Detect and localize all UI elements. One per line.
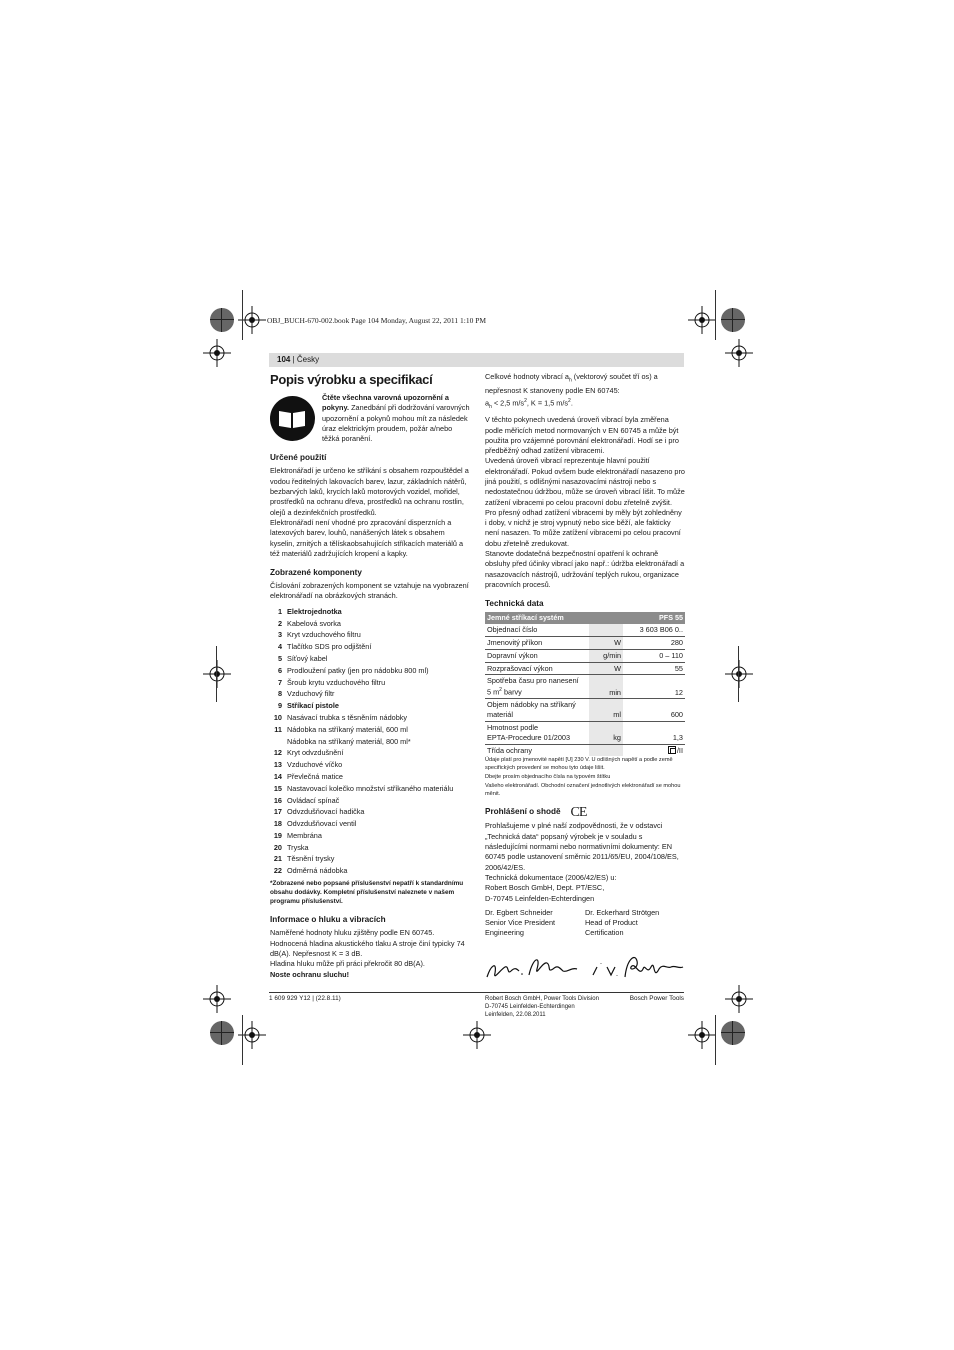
- tech-row-value: 3 603 B06 0..: [623, 624, 685, 636]
- item-number: 14: [273, 771, 282, 781]
- conformity-paragraph: Technická dokumentace (2006/42/ES) u:: [485, 872, 617, 882]
- crosshair-mark: [463, 1021, 491, 1049]
- conformity-paragraph: D-70745 Leinfelden-Echterdingen: [485, 893, 595, 903]
- table-row: [485, 649, 685, 662]
- tech-row-value: 280: [623, 637, 685, 650]
- company-address: Robert Bosch GmbH, Power Tools Division D-70745 Leinfelden-Echterdingen Leinfelden, 22.08.2011: [485, 995, 599, 1019]
- safety-warning-text: [322, 393, 470, 444]
- tech-note: Údaje platí pro jmenovité napětí [U] 230 V. U odlišných napětí a podle země specifických provedení se mohou tyto údaje lišit.: [485, 757, 673, 772]
- vibration-paragraph: Stanovte dodatečná bezpečnostní opatření k ochraně obsluhy před účinky vibrací jako např.: údržba elektronářadí a nasazovacích nástrojů, udržování teplých rukou, organizace pracovních procesů.: [485, 549, 685, 589]
- vibration-paragraph: Pro přesný odhad zatížení vibracemi by měly být zohledněny i doby, v nichž je stroj vypnutý nebo sice běží, ale fakticky není nasazen. To může zatížení vibracemi po celou pracovní dobu zřetelně zredukovat.: [485, 507, 682, 548]
- signer-1: Dr. Egbert Schneider Senior Vice President Engineering: [485, 907, 556, 938]
- crosshair-mark: [203, 339, 231, 367]
- intended-use-paragraph: Elektronářadí je určeno ke stříkání s obsahem rozpouštědel a vodou ředitelných lakovacích barev, lazur, základních nátěrů, bezbarvých laků, krycích laků motorových vozidel, mořidel, prostředků na ochranu dřeva, prostředků na ochranu rostlin, olejů a dezinfekčních prostředků.: [270, 466, 469, 517]
- accessory-footnote: *Zobrazené nebo popsané příslušenství nepatří k standardnímu obsahu dodávky. Kompletní příslušenství naleznete v našem programu příslušenství.: [270, 880, 464, 905]
- right-column: [485, 372, 685, 1019]
- crosshair-mark: [725, 660, 753, 688]
- tech-data-table: [485, 612, 685, 756]
- item-number: 11: [274, 724, 282, 734]
- item-label: Vzduchový filtr: [287, 689, 335, 699]
- list-item: [270, 830, 470, 842]
- table-row: [485, 624, 685, 636]
- tech-note: Dbejte prosím objednacího čísla na typovém štítku: [485, 774, 611, 781]
- item-number: 3: [277, 630, 282, 640]
- tech-row-unit: W: [589, 637, 623, 650]
- noise-heading: Informace o hluku a vibracích: [270, 915, 386, 925]
- tech-row-label: Dopravní výkon: [485, 649, 589, 662]
- list-item: [270, 771, 470, 783]
- crop-line: [715, 1015, 716, 1065]
- signer-2: Dr. Eckerhard Strötgen Head of Product Certification: [585, 907, 660, 938]
- tech-row-unit: W: [589, 662, 623, 675]
- tech-note: Vašeho elektronářadí. Obchodní označení jednotlivých elektronářadí se mohou měnit.: [485, 782, 681, 797]
- tech-row-label: Hmotnost podle EPTA-Procedure 01/2003: [485, 722, 589, 745]
- tech-table-header-label: Jemné stříkací systém: [485, 612, 623, 624]
- registration-mark-bottom-left: [210, 1021, 234, 1045]
- components-list: [270, 606, 470, 877]
- item-label: Elektrojednotka: [287, 606, 342, 616]
- item-label: Těsnění trysky: [287, 854, 335, 864]
- item-label: Nádobka na stříkaný materiál, 600 ml Nádobka na stříkaný materiál, 800 ml*: [287, 724, 411, 746]
- intended-use-paragraph: Elektronářadí není vhodné pro zpracování disperzních a latexových barev, louhů, nanášených látek s obsahem kyselin, zrnitých a tělískaobsahujících stříkacích materiálů a též materiálů zadržujících kropení a kapky.: [270, 517, 464, 558]
- item-label: Odvzdušňovací ventil: [287, 819, 357, 829]
- list-item: [270, 795, 470, 807]
- document-number: 1 609 929 Y12 | (22.8.11): [269, 995, 341, 1002]
- list-item: [270, 759, 470, 771]
- item-number: 7: [277, 677, 282, 687]
- tech-row-value: 1,3: [623, 722, 685, 745]
- list-item: [270, 653, 470, 665]
- item-number: 2: [277, 618, 282, 628]
- registration-mark-top-right: [721, 308, 745, 332]
- item-number: 10: [273, 712, 282, 722]
- tech-row-unit: g/min: [589, 649, 623, 662]
- table-row: [485, 722, 685, 745]
- tech-row-label: Spotřeba času pro nanesení 5 $m^2$ barvy: [485, 675, 589, 699]
- item-number: 17: [273, 807, 282, 817]
- list-item: [270, 629, 470, 641]
- print-slug: OBJ_BUCH-670-002.book Page 104 Monday, August 22, 2011 1:10 PM: [267, 316, 487, 325]
- crop-line: [216, 646, 217, 702]
- item-label: Kabelová svorka: [287, 618, 341, 628]
- components-heading: Zobrazené komponenty: [270, 568, 362, 578]
- item-number: 5: [277, 653, 282, 663]
- item-label: Síťový kabel: [287, 653, 328, 663]
- item-label: Odvzdušňovací hadička: [287, 807, 365, 817]
- item-number: 13: [273, 760, 282, 770]
- tech-table-header-model: PFS 55: [623, 612, 685, 624]
- list-item: [270, 818, 470, 830]
- list-item: [270, 700, 470, 712]
- page-header: [269, 353, 684, 367]
- signatures-image: [485, 939, 685, 995]
- conformity-heading: Prohlášení o shodě CE: [485, 805, 587, 821]
- registration-mark-bottom-right: [721, 1021, 745, 1045]
- item-number: 21: [273, 854, 282, 864]
- list-item: [270, 712, 470, 724]
- item-label: Prodloužení patky (jen pro nádobku 800 ml): [287, 665, 429, 675]
- protection-class-label: Třída ochrany: [487, 745, 533, 755]
- noise-paragraph: Naměřené hodnoty hluku zjištěny podle EN 60745.: [270, 928, 435, 938]
- vibration-values: Celkové hodnoty vibrací $a_h$ (vektorový součet tří os) a nepřesnost K stanoveny podle EN 60745: $a_h < 2,5$ $m/s^2$, K = 1,5 $m/s^2$.: [485, 372, 658, 410]
- crosshair-mark: [725, 985, 753, 1013]
- vibration-paragraph: Uvedená úroveň vibrací reprezentuje hlavní použití elektronářadí. Pokud ovšem bude elektronářadí nasazeno pro jiná použití, s odlišnými nasazovacími nástroji nebo s nedostatečnou údržbou, může se úroveň vibrací lišit. To může zatížení vibracemi po celou pracovní dobu zřetelně zvýšit.: [485, 456, 685, 507]
- table-row: [485, 662, 685, 675]
- tech-row-label: Jmenovitý příkon: [485, 637, 589, 650]
- conformity-paragraph: Prohlašujeme v plné naší zodpovědnosti, že v odstavci „Technická data“ popsaný výrobek je v souladu s následujícími normami nebo normativními dokumenty: EN 60745 podle ustanovení směrnic 2011/65/EU, 2004/108/ES, 2006/42/ES.: [485, 821, 679, 872]
- tech-row-label: Objednací číslo: [485, 624, 589, 636]
- double-insulation-icon: [668, 746, 676, 754]
- registration-mark-top-left: [210, 308, 234, 332]
- left-column: [270, 372, 470, 980]
- item-label: Vzduchové víčko: [287, 760, 343, 770]
- tech-data-heading: Technická data: [485, 599, 544, 609]
- list-item: [270, 865, 470, 877]
- noise-paragraph: Hladina hluku může při práci překročit 80 dB(A).: [270, 959, 425, 969]
- item-number: 19: [273, 830, 282, 840]
- tech-row-unit: kg: [589, 722, 623, 745]
- noise-paragraph: Hodnocená hladina akustického tlaku A stroje činí typicky 74 dB(A). Nepřesnost K = 3 dB.: [270, 938, 465, 959]
- tech-row-label: Objem nádobky na stříkaný materiál: [485, 699, 589, 722]
- item-label: Odměrná nádobka: [287, 866, 348, 876]
- list-item: [270, 806, 470, 818]
- page-footer: [269, 992, 684, 1002]
- intended-use-heading: Určené použití: [270, 453, 327, 463]
- item-number: 4: [277, 642, 282, 652]
- item-number: 6: [277, 665, 282, 675]
- item-number: 8: [277, 689, 282, 699]
- item-label: Nastavovací kolečko množství stříkaného materiálu: [287, 783, 454, 793]
- item-label: Ovládací spínač: [287, 795, 340, 805]
- table-row: [485, 699, 685, 722]
- item-number: 20: [273, 842, 282, 852]
- table-row: [485, 637, 685, 650]
- tech-row-label: Rozprašovací výkon: [485, 662, 589, 675]
- list-item: [270, 724, 470, 748]
- tech-row-unit: ml: [589, 699, 623, 722]
- list-item: [270, 783, 470, 795]
- crop-line: [738, 646, 739, 702]
- crosshair-mark: [203, 660, 231, 688]
- brand-footer: Bosch Power Tools: [629, 995, 684, 1002]
- item-label: Převlečná matice: [287, 771, 343, 781]
- list-item: [270, 665, 470, 677]
- list-item: [270, 688, 470, 700]
- tech-row-value: 12: [623, 675, 685, 699]
- item-label: Šroub krytu vzduchového filtru: [287, 677, 386, 687]
- read-manual-icon: [270, 396, 315, 441]
- item-label: Stříkací pistole: [287, 701, 339, 711]
- list-item: [270, 618, 470, 630]
- page-number: 104: [277, 355, 291, 364]
- list-item: [270, 853, 470, 865]
- item-number: 15: [273, 783, 282, 793]
- crop-line: [242, 1015, 243, 1065]
- safety-warning-body: Zanedbání při dodržování varovných upozornění a pokynů mohou mít za následek úraz elektrickým proudem, požár a/nebo těžká poranění.: [322, 403, 470, 444]
- table-row: [485, 744, 685, 756]
- list-item: [270, 747, 470, 759]
- crop-line: [242, 290, 243, 340]
- item-number: 22: [273, 866, 282, 876]
- table-row: [485, 675, 685, 699]
- item-label: Tryska: [287, 842, 309, 852]
- item-label: Kryt vzduchového filtru: [287, 630, 361, 640]
- item-number: 12: [273, 748, 282, 758]
- header-language: Česky: [296, 355, 320, 364]
- page-title: Popis výrobku a specifikací: [270, 372, 433, 387]
- crosshair-mark: [688, 1021, 716, 1049]
- item-label: Nasávací trubka s těsněním nádobky: [287, 712, 408, 722]
- item-number: 9: [277, 701, 282, 711]
- hearing-protection-notice: Noste ochranu sluchu!: [270, 969, 350, 979]
- crosshair-mark: [688, 306, 716, 334]
- components-intro: Číslování zobrazených komponent se vztahuje na vyobrazení elektronářadí na obrázkových stranách.: [270, 581, 469, 601]
- list-item: [270, 677, 470, 689]
- item-label: Tlačítko SDS pro odjištění: [287, 642, 372, 652]
- vibration-paragraph: V těchto pokynech uvedená úroveň vibrací byla změřena podle měřicích metod normovaných v EN 60745 a může být použita pro vzájemné porovnání elektronářadí. Hodí se i pro předběžný odhad zatížení vibracemi.: [485, 415, 679, 456]
- tech-row-value: 600: [623, 699, 685, 722]
- protection-class-value: /II: [676, 745, 683, 755]
- item-label: Membrána: [287, 830, 322, 840]
- signatories: [485, 908, 685, 939]
- ce-mark: CE: [570, 805, 587, 821]
- header-separator: |: [292, 355, 295, 364]
- tech-row-value: 55: [623, 662, 685, 675]
- crosshair-mark: [203, 985, 231, 1013]
- list-item: [270, 842, 470, 854]
- item-number: 18: [273, 819, 282, 829]
- tech-row-unit: min: [589, 675, 623, 699]
- item-label: Kryt odvzdušnění: [287, 748, 344, 758]
- tech-row-value: 0 – 110: [623, 649, 685, 662]
- list-item: [270, 606, 470, 618]
- crop-line: [715, 290, 716, 340]
- crosshair-mark: [725, 339, 753, 367]
- safety-warning: [270, 393, 470, 444]
- item-number: 1: [277, 606, 282, 616]
- safety-warning-bold: Čtěte všechna varovná upozornění a pokyny.: [322, 393, 449, 413]
- conformity-paragraph: Robert Bosch GmbH, Dept. PT/ESC,: [485, 883, 605, 893]
- list-item: [270, 641, 470, 653]
- item-number: 16: [273, 795, 282, 805]
- tech-row-unit: [589, 624, 623, 636]
